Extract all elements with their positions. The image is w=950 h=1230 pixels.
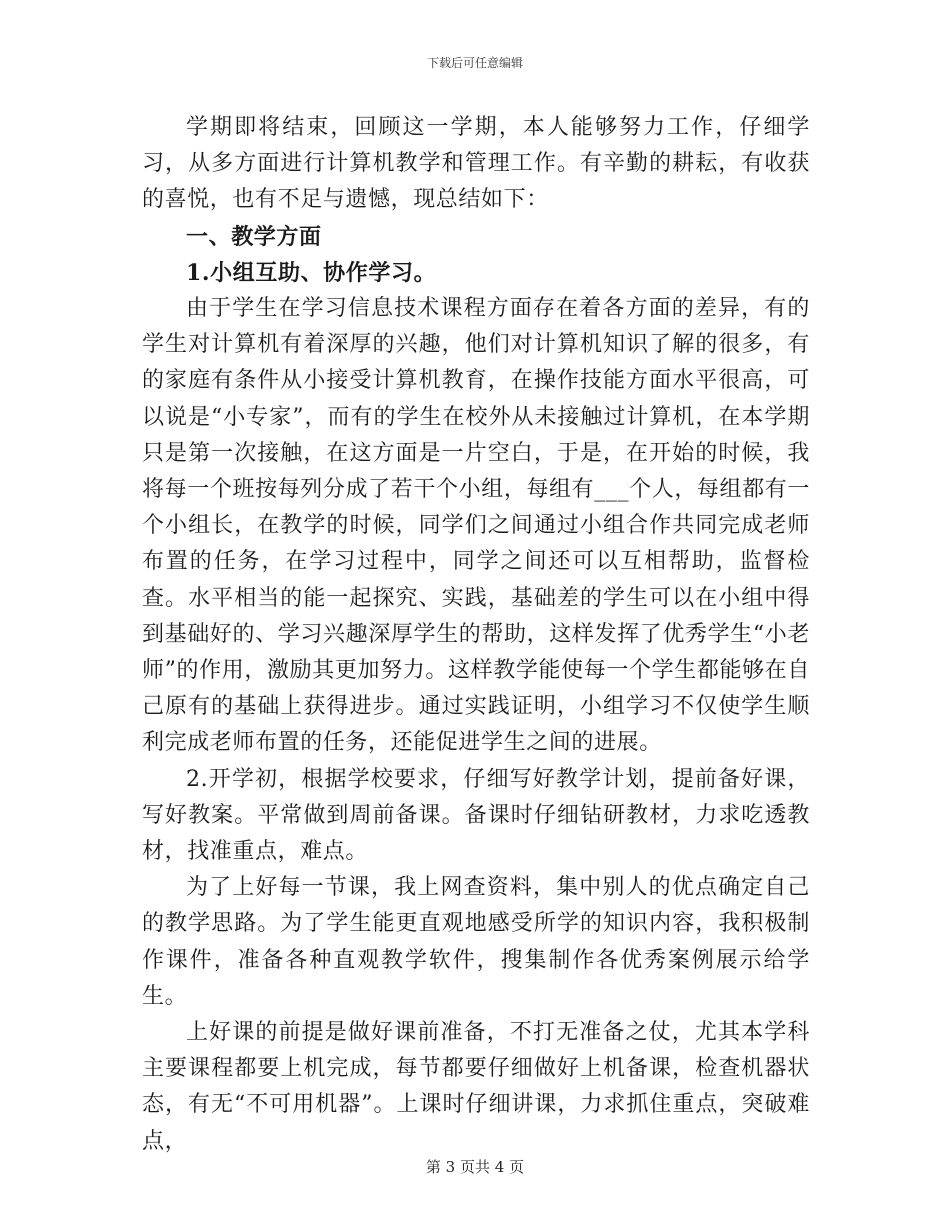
paragraph-group-learning: 由于学生在学习信息技术课程方面存在着各方面的差异，有的学生对计算机有着深厚的兴趣，他们对计算机知识了解的很多，有的家庭有条件从小接受计算机教育，在操作技能方面水平很高，可以说是“小专家”，而有的学生在校外从未接触过计算机，在本学期只是第一次接触，在这方面是一片空白，于是，在开始的时候，我将每一个班按每列分成了若干个小组，每组有___个人，每组都有一个小组长，在教学的时候，同学们之间通过小组合作共同完成老师布置的任务，在学习过程中，同学之间还可以互相帮助，监督检查。水平相当的能一起探究、实践，基础差的学生可以在小组中得到基础好的、学习兴趣深厚学生的帮助，这样发挥了优秀学生“小老师”的作用，激励其更加努力。这样教学能使每一个学生都能够在自己原有的基础上获得进步。通过实践证明，小组学习不仅使学生顺利完成老师布置的任务，还能促进学生之间的进展。 bbox=[142, 296, 810, 756]
page-header: 下载后可任意编辑 bbox=[426, 56, 523, 70]
document-body bbox=[142, 110, 810, 1160]
paragraph-class-prep: 上好课的前提是做好课前准备，不打无准备之仗，尤其本学科主要课程都要上机完成，每节都要仔细做好上机备课，检查机器状态，有无“不可用机器”。上课时仔细讲课，力求抓住重点，突破难点， bbox=[142, 1020, 810, 1154]
subheading-group-learning: 1.小组互助、协作学习。 bbox=[186, 259, 437, 286]
section-heading-teaching: 一、教学方面 bbox=[186, 223, 322, 250]
paragraph-preparation: 为了上好每一节课，我上网查资料，集中别人的优点确定自己的教学思路。为了学生能更直观地感受所学的知识内容，我积极制作课件，准备各种直观教学软件，搜集制作各优秀案例展示给学生。 bbox=[142, 875, 810, 1009]
paragraph-intro: 学期即将结束，回顾这一学期，本人能够努力工作，仔细学习，从多方面进行计算机教学和管理工作。有辛勤的耕耘，有收获的喜悦，也有不足与遗憾，现总结如下： bbox=[142, 115, 810, 213]
page-footer: 第 3 页共 4 页 bbox=[425, 1158, 525, 1176]
paragraph-lesson-plan: 2.开学初，根据学校要求，仔细写好教学计划，提前备好课，写好教案。平常做到周前备课。备课时仔细钻研教材，力求吃透教材，找准重点，难点。 bbox=[142, 766, 810, 865]
